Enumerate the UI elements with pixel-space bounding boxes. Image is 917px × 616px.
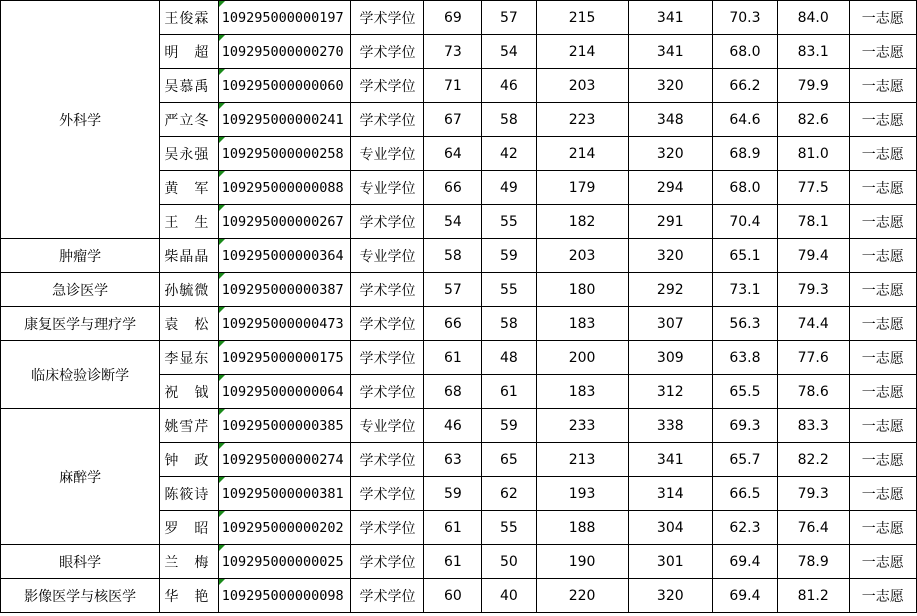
choice-cell: 一志愿 [849,477,917,511]
score-3-cell: 179 [536,171,628,205]
total-score-cell: 312 [628,375,712,409]
choice-cell: 一志愿 [849,205,917,239]
score-1-cell: 58 [424,239,482,273]
degree-type-cell: 学术学位 [351,443,424,477]
degree-type-cell: 专业学位 [351,137,424,171]
choice-cell: 一志愿 [849,239,917,273]
score-5-cell: 81.0 [777,137,849,171]
subject-cell: 肿瘤学 [1,239,160,273]
score-2-cell: 65 [482,443,536,477]
total-score-cell: 338 [628,409,712,443]
score-3-cell: 223 [536,103,628,137]
choice-cell: 一志愿 [849,35,917,69]
score-1-cell: 46 [424,409,482,443]
score-5-cell: 83.3 [777,409,849,443]
cell-comment-indicator-icon [219,273,225,279]
score-3-cell: 183 [536,307,628,341]
choice-cell: 一志愿 [849,409,917,443]
candidate-name-cell: 吴永强 [160,137,218,171]
table-row [1,1,917,35]
score-5-cell: 79.3 [777,273,849,307]
subject-cell: 康复医学与理疗学 [1,307,160,341]
cell-comment-indicator-icon [219,239,225,245]
cell-comment-indicator-icon [219,409,225,415]
degree-type-cell: 学术学位 [351,511,424,545]
score-5-cell: 77.6 [777,341,849,375]
candidate-name-cell: 王 生 [160,205,218,239]
score-2-cell: 48 [482,341,536,375]
candidate-id-cell [218,511,351,545]
score-5-cell: 79.3 [777,477,849,511]
candidate-id-cell [218,341,351,375]
candidate-name-cell: 黄 军 [160,171,218,205]
score-3-cell: 214 [536,137,628,171]
candidate-name-cell: 明 超 [160,35,218,69]
score-4-cell: 73.1 [712,273,777,307]
score-4-cell: 70.4 [712,205,777,239]
score-1-cell: 59 [424,477,482,511]
candidate-id-cell [218,239,351,273]
score-2-cell: 59 [482,409,536,443]
table-row [1,409,917,443]
score-4-cell: 64.6 [712,103,777,137]
cell-comment-indicator-icon [219,341,225,347]
total-score-cell: 301 [628,545,712,579]
candidate-id-text: 109295000000060 [221,77,344,94]
candidate-id-text: 109295000000385 [221,417,344,434]
candidate-id-text: 109295000000025 [221,553,344,570]
choice-cell: 一志愿 [849,137,917,171]
choice-cell: 一志愿 [849,69,917,103]
candidate-name-cell: 钟 政 [160,443,218,477]
score-1-cell: 67 [424,103,482,137]
degree-type-cell: 学术学位 [351,477,424,511]
score-5-cell: 74.4 [777,307,849,341]
choice-cell: 一志愿 [849,579,917,613]
candidate-id-cell [218,273,351,307]
score-2-cell: 61 [482,375,536,409]
table-row [1,341,917,375]
score-3-cell: 220 [536,579,628,613]
choice-cell: 一志愿 [849,375,917,409]
score-2-cell: 49 [482,171,536,205]
score-2-cell: 50 [482,545,536,579]
candidate-name-cell: 华 艳 [160,579,218,613]
score-2-cell: 55 [482,273,536,307]
candidate-id-text: 109295000000473 [221,315,344,332]
total-score-cell: 320 [628,579,712,613]
total-score-cell: 341 [628,443,712,477]
score-4-cell: 68.0 [712,35,777,69]
table-row [1,545,917,579]
candidate-id-cell [218,375,351,409]
candidate-id-text: 109295000000202 [221,519,344,536]
score-3-cell: 183 [536,375,628,409]
cell-comment-indicator-icon [219,477,225,483]
candidate-id-text: 109295000000175 [221,349,344,366]
score-5-cell: 82.2 [777,443,849,477]
candidate-id-cell [218,69,351,103]
candidate-id-cell [218,205,351,239]
candidate-id-text: 109295000000364 [221,247,344,264]
degree-type-cell: 学术学位 [351,545,424,579]
score-2-cell: 42 [482,137,536,171]
score-3-cell: 233 [536,409,628,443]
subject-cell: 外科学 [1,1,160,239]
score-5-cell: 76.4 [777,511,849,545]
score-5-cell: 79.9 [777,69,849,103]
candidate-id-cell [218,477,351,511]
score-5-cell: 78.1 [777,205,849,239]
cell-comment-indicator-icon [219,69,225,75]
candidate-name-cell: 祝 钺 [160,375,218,409]
cell-comment-indicator-icon [219,375,225,381]
score-4-cell: 56.3 [712,307,777,341]
score-1-cell: 57 [424,273,482,307]
candidate-id-text: 109295000000064 [221,383,344,400]
degree-type-cell: 学术学位 [351,273,424,307]
score-1-cell: 66 [424,307,482,341]
total-score-cell: 348 [628,103,712,137]
choice-cell: 一志愿 [849,511,917,545]
choice-cell: 一志愿 [849,171,917,205]
candidate-id-cell [218,307,351,341]
candidate-name-cell: 罗 昭 [160,511,218,545]
score-1-cell: 61 [424,545,482,579]
table-row [1,273,917,307]
total-score-cell: 320 [628,69,712,103]
candidate-id-text: 109295000000387 [221,281,344,298]
score-3-cell: 193 [536,477,628,511]
subject-cell: 麻醉学 [1,409,160,545]
score-1-cell: 69 [424,1,482,35]
degree-type-cell: 学术学位 [351,341,424,375]
score-3-cell: 203 [536,239,628,273]
score-1-cell: 64 [424,137,482,171]
total-score-cell: 314 [628,477,712,511]
cell-comment-indicator-icon [219,205,225,211]
total-score-cell: 304 [628,511,712,545]
cell-comment-indicator-icon [219,511,225,517]
score-1-cell: 61 [424,341,482,375]
candidate-id-text: 109295000000267 [221,213,344,230]
candidate-name-cell: 陈筱诗 [160,477,218,511]
score-3-cell: 203 [536,69,628,103]
choice-cell: 一志愿 [849,341,917,375]
subject-cell: 影像医学与核医学 [1,579,160,613]
score-2-cell: 55 [482,205,536,239]
score-4-cell: 69.3 [712,409,777,443]
total-score-cell: 292 [628,273,712,307]
score-4-cell: 66.2 [712,69,777,103]
degree-type-cell: 学术学位 [351,375,424,409]
candidate-id-text: 109295000000241 [221,111,344,128]
choice-cell: 一志愿 [849,1,917,35]
score-1-cell: 71 [424,69,482,103]
score-2-cell: 59 [482,239,536,273]
cell-comment-indicator-icon [219,137,225,143]
cell-comment-indicator-icon [219,103,225,109]
total-score-cell: 341 [628,35,712,69]
table-row [1,307,917,341]
cell-comment-indicator-icon [219,35,225,41]
subject-cell: 临床检验诊断学 [1,341,160,409]
score-2-cell: 46 [482,69,536,103]
score-4-cell: 68.9 [712,137,777,171]
cell-comment-indicator-icon [219,1,225,7]
score-5-cell: 79.4 [777,239,849,273]
score-3-cell: 213 [536,443,628,477]
subject-cell: 眼科学 [1,545,160,579]
score-4-cell: 65.1 [712,239,777,273]
degree-type-cell: 学术学位 [351,103,424,137]
total-score-cell: 320 [628,239,712,273]
score-5-cell: 81.2 [777,579,849,613]
score-2-cell: 58 [482,103,536,137]
degree-type-cell: 学术学位 [351,69,424,103]
total-score-cell: 309 [628,341,712,375]
total-score-cell: 341 [628,1,712,35]
candidate-id-cell [218,443,351,477]
candidate-name-cell: 兰 梅 [160,545,218,579]
degree-type-cell: 学术学位 [351,1,424,35]
candidate-id-cell [218,35,351,69]
score-1-cell: 60 [424,579,482,613]
score-2-cell: 40 [482,579,536,613]
total-score-cell: 291 [628,205,712,239]
score-5-cell: 78.6 [777,375,849,409]
candidate-id-text: 109295000000197 [221,9,344,26]
candidate-id-cell [218,545,351,579]
score-1-cell: 73 [424,35,482,69]
candidate-id-cell [218,579,351,613]
choice-cell: 一志愿 [849,103,917,137]
score-4-cell: 66.5 [712,477,777,511]
degree-type-cell: 专业学位 [351,171,424,205]
total-score-cell: 307 [628,307,712,341]
score-1-cell: 66 [424,171,482,205]
candidate-name-cell: 袁 松 [160,307,218,341]
candidate-id-text: 109295000000258 [221,145,344,162]
score-3-cell: 214 [536,35,628,69]
degree-type-cell: 专业学位 [351,409,424,443]
score-5-cell: 84.0 [777,1,849,35]
table-body [1,1,917,613]
score-5-cell: 78.9 [777,545,849,579]
candidate-id-text: 109295000000274 [221,451,344,468]
score-1-cell: 54 [424,205,482,239]
candidate-name-cell: 严立冬 [160,103,218,137]
score-4-cell: 70.3 [712,1,777,35]
table-row [1,239,917,273]
choice-cell: 一志愿 [849,307,917,341]
score-3-cell: 188 [536,511,628,545]
score-2-cell: 54 [482,35,536,69]
cell-comment-indicator-icon [219,579,225,585]
score-4-cell: 63.8 [712,341,777,375]
degree-type-cell: 学术学位 [351,205,424,239]
candidate-id-cell [218,103,351,137]
score-3-cell: 200 [536,341,628,375]
score-5-cell: 83.1 [777,35,849,69]
cell-comment-indicator-icon [219,171,225,177]
choice-cell: 一志愿 [849,443,917,477]
subject-cell: 急诊医学 [1,273,160,307]
degree-type-cell: 学术学位 [351,579,424,613]
candidate-id-cell [218,1,351,35]
total-score-cell: 320 [628,137,712,171]
choice-cell: 一志愿 [849,545,917,579]
candidate-name-cell: 王俊霖 [160,1,218,35]
score-4-cell: 69.4 [712,579,777,613]
cell-comment-indicator-icon [219,443,225,449]
score-2-cell: 55 [482,511,536,545]
score-1-cell: 68 [424,375,482,409]
candidate-id-text: 109295000000088 [221,179,344,196]
score-3-cell: 190 [536,545,628,579]
score-2-cell: 58 [482,307,536,341]
score-2-cell: 57 [482,1,536,35]
candidate-id-cell [218,171,351,205]
choice-cell: 一志愿 [849,273,917,307]
candidate-id-cell [218,137,351,171]
score-3-cell: 182 [536,205,628,239]
degree-type-cell: 学术学位 [351,35,424,69]
score-3-cell: 215 [536,1,628,35]
candidate-id-text: 109295000000098 [221,587,344,604]
total-score-cell: 294 [628,171,712,205]
cell-comment-indicator-icon [219,545,225,551]
score-3-cell: 180 [536,273,628,307]
score-4-cell: 69.4 [712,545,777,579]
degree-type-cell: 学术学位 [351,307,424,341]
candidate-name-cell: 姚雪芹 [160,409,218,443]
candidate-name-cell: 孙毓微 [160,273,218,307]
score-5-cell: 77.5 [777,171,849,205]
score-4-cell: 68.0 [712,171,777,205]
table-row [1,579,917,613]
score-5-cell: 82.6 [777,103,849,137]
candidate-name-cell: 柴晶晶 [160,239,218,273]
degree-type-cell: 专业学位 [351,239,424,273]
candidate-name-cell: 吴慕禹 [160,69,218,103]
candidate-name-cell: 李显东 [160,341,218,375]
score-4-cell: 65.7 [712,443,777,477]
score-1-cell: 63 [424,443,482,477]
candidate-id-cell [218,409,351,443]
candidate-id-text: 109295000000270 [221,43,344,60]
score-2-cell: 62 [482,477,536,511]
candidate-id-text: 109295000000381 [221,485,344,502]
score-4-cell: 62.3 [712,511,777,545]
score-1-cell: 61 [424,511,482,545]
cell-comment-indicator-icon [219,307,225,313]
score-4-cell: 65.5 [712,375,777,409]
